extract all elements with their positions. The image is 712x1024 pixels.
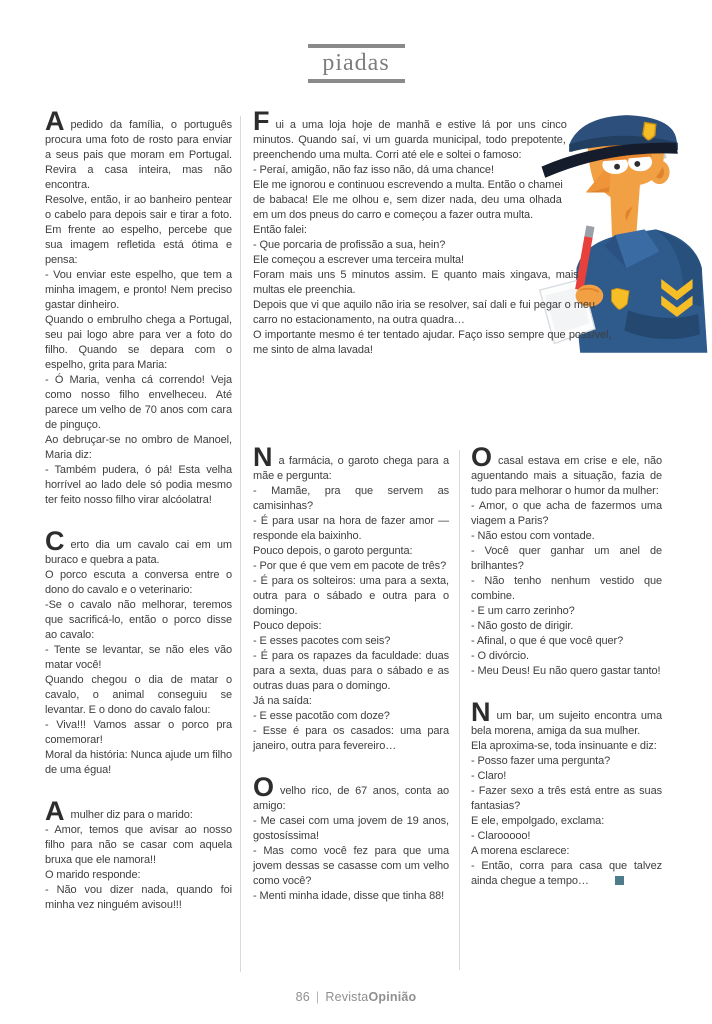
joke-paragraph: - Tente se levantar, se não eles vão matar você! [45, 644, 232, 671]
joke-paragraph: Pouco depois: [253, 620, 322, 632]
joke-initial: N [471, 697, 491, 727]
joke-lead-text: casal estava em crise e ele, não aguentando mais a situação, fazia de tudo para melhorar o humor da mulher: [471, 455, 662, 497]
column-left [45, 106, 232, 913]
joke-paragraph: - Ó Maria, venha cá correndo! Veja como nosso filho envelheceu. Até parece um velho de 70 anos com cara de pinguço. [45, 374, 232, 431]
joke-initial: C [45, 526, 65, 556]
joke-paragraphs [45, 568, 232, 778]
joke-initial: A [45, 796, 65, 826]
joke-paragraph: Pouco depois, o garoto pergunta: [253, 545, 413, 557]
joke-paragraph: - Não vou dizer nada, quando foi minha vez ninguém avisou!!! [45, 884, 232, 911]
joke-paragraph: Ela aproxima-se, toda insinuante e diz: [471, 740, 657, 752]
joke-paragraphs [471, 499, 662, 679]
page-footer [0, 990, 712, 1004]
joke-paragraph: - Então, corra para casa que talvez ainda chegue a tempo… [471, 860, 662, 887]
joke-paragraph: - Mas como você fez para que uma jovem dessas se casasse com um velho como você? [253, 845, 449, 887]
joke-paragraph: Moral da história: Nunca ajude um filho de uma égua! [45, 749, 232, 776]
joke-paragraph: - Claro! [471, 770, 507, 782]
joke-paragraph: - Não estou com vontade. [471, 530, 595, 542]
header-rule-bottom [308, 79, 405, 83]
joke-lead-text: pedido da família, o português procura uma foto de rosto para enviar a seus pais que moram em Portugal. Revira a casa inteira, mas não encontra. [45, 119, 232, 191]
column-divider-left [240, 116, 241, 972]
joke-pharmacy [253, 442, 449, 754]
joke-paragraph: - Me casei com uma jovem de 19 anos, gostosíssima! [253, 815, 449, 842]
joke-rich-old-man [253, 772, 449, 904]
joke-paragraph: - Mamãe, pra que servem as camisinhas? [253, 485, 449, 512]
joke-paragraph: Foram mais uns 5 minutos assim. E quanto mais xingava, mais multas ele preenchia. [253, 269, 579, 296]
joke-paragraph: - E um carro zerinho? [471, 605, 575, 617]
header-rule-top [308, 44, 405, 48]
joke-paragraph: - Amor, temos que avisar ao nosso filho para não se casar com aquela bruxa que ele namora!! [45, 824, 232, 866]
joke-initial: F [253, 106, 270, 136]
joke-paragraph: Ao debruçar-se no ombro de Manoel, Maria diz: [45, 434, 232, 461]
joke-paragraph: Depois que vi que aquilo não iria se resolver, saí dali e fui pegar o meu carro no estacionamento, na outra quadra… [253, 299, 595, 326]
joke-paragraph: - Não gosto de dirigir. [471, 620, 574, 632]
joke-paragraph: - Você quer ganhar um anel de brilhantes? [471, 545, 662, 572]
joke-initial: A [45, 106, 65, 136]
joke-paragraph: -Se o cavalo não melhorar, teremos que sacrificá-lo, então o porco disse ao cavalo: [45, 599, 232, 641]
joke-initial: N [253, 442, 273, 472]
joke-lead-text: velho rico, de 67 anos, conta ao amigo: [253, 785, 449, 812]
joke-paragraph: Então falei: [253, 224, 307, 236]
feature-joke-block [253, 106, 665, 368]
joke-paragraph: - Posso fazer uma pergunta? [471, 755, 611, 767]
joke-paragraph: - Viva!!! Vamos assar o porco pra comemorar! [45, 719, 232, 746]
joke-paragraph: - Peraí, amigão, não faz isso não, dá uma chance! [253, 164, 494, 176]
joke-paragraphs [45, 193, 232, 508]
footer-separator: | [315, 990, 320, 1004]
joke-paragraph: O porco escuta a conversa entre o dono do cavalo e o veterinario: [45, 569, 232, 596]
joke-paragraphs [471, 739, 662, 889]
joke-mirror [45, 106, 232, 508]
joke-lead-text: mulher diz para o marido: [70, 809, 193, 821]
joke-paragraph: - Fazer sexo a três está entre as suas fantasias? [471, 785, 662, 812]
column-divider-right [459, 450, 460, 970]
joke-paragraph: - Menti minha idade, disse que tinha 88! [253, 890, 445, 902]
joke-paragraph: - É para os solteiros: uma para a sexta, outra para o sábado e outra para o domingo. [253, 575, 449, 617]
joke-initial: O [471, 442, 493, 472]
joke-couple-crisis [471, 442, 662, 679]
joke-paragraph: Quando chegou o dia de matar o cavalo, o animal conseguiu se levantar. E o dono do cavalo falou: [45, 674, 232, 716]
joke-initial: O [253, 772, 275, 802]
joke-paragraph: - É para os rapazes da faculdade: duas para a sexta, duas para o sábado e as outras duas para o domingo. [253, 650, 449, 692]
joke-paragraph: Ele começou a escrever uma terceira multa! [253, 254, 464, 266]
joke-paragraph: - Afinal, o que é que você quer? [471, 635, 624, 647]
joke-paragraph: - É para usar na hora de fazer amor — responde ela baixinho. [253, 515, 449, 542]
joke-paragraph: O importante mesmo é ter tentado ajudar. Faço isso sempre que possível, me sinto de alma lavada! [253, 329, 612, 356]
column-middle [253, 442, 449, 904]
joke-paragraph: - E esses pacotes com seis? [253, 635, 391, 647]
joke-bar-brunette [471, 697, 662, 889]
joke-paragraph: - Por que é que vem em pacote de três? [253, 560, 447, 572]
joke-paragraph: - Esse é para os casados: uma para janeiro, outra para fevereiro… [253, 725, 449, 752]
column-right [471, 442, 662, 889]
page-number: 86 [295, 990, 310, 1004]
joke-paragraph: E ele, empolgado, exclama: [471, 815, 605, 827]
joke-paragraph: - Meu Deus! Eu não quero gastar tanto! [471, 665, 661, 677]
joke-paragraph: - Também pudera, ó pá! Esta velha horrível ao lado dele só podia mesmo ter feito nosso filho virar alcóolatra! [45, 464, 232, 506]
joke-bride [45, 796, 232, 913]
joke-paragraph: - Não tenho nenhum vestido que combine. [471, 575, 662, 602]
joke-paragraph: A morena esclarece: [471, 845, 570, 857]
joke-paragraph: - Clarooooo! [471, 830, 531, 842]
joke-paragraph: O marido responde: [45, 869, 141, 881]
page-header [0, 44, 712, 83]
joke-paragraphs [253, 814, 449, 904]
joke-paragraph: Resolve, então, ir ao banheiro pentear o cabelo para depois sair e tirar a foto. Em frente ao espelho, percebe que sua imagem refletida está ótima e pensa: [45, 194, 232, 266]
joke-horse [45, 526, 232, 778]
joke-paragraph: - O divórcio. [471, 650, 529, 662]
brand-name-bold: Opinião [368, 990, 417, 1004]
joke-lead-text: a farmácia, o garoto chega para a mãe e pergunta: [253, 455, 449, 482]
page-title: piadas [322, 50, 390, 76]
joke-paragraph: Ele me ignorou e continuou escrevendo a multa. Então o chamei de babaca! Ele me olhou e, sem dizer nada, deu uma olhada em um dos pneus do carro e começou a fazer outra multa. [253, 179, 563, 221]
joke-paragraph: Quando o embrulho chega a Portugal, seu pai logo abre para ver a foto do filho. Quando se depara com o espelho, grita para Maria: [45, 314, 232, 371]
joke-paragraph: - Amor, o que acha de fazermos uma viagem a Paris? [471, 500, 662, 527]
joke-paragraph: Já na saída: [253, 695, 312, 707]
joke-lead-text: um bar, um sujeito encontra uma bela morena, amiga da sua mulher. [471, 710, 662, 737]
joke-paragraphs [253, 484, 449, 754]
brand-name-regular: Revista [325, 990, 369, 1004]
joke-paragraph: - Que porcaria de profissão a sua, hein? [253, 239, 446, 251]
joke-paragraph: - E esse pacotão com doze? [253, 710, 390, 722]
joke-paragraph: - Vou enviar este espelho, que tem a minha imagem, e pronto! Nem preciso gastar dinheiro. [45, 269, 232, 311]
joke-lead-text: erto dia um cavalo cai em um buraco e quebra a pata. [45, 539, 232, 566]
joke-paragraphs [45, 823, 232, 913]
joke-lead-text: ui a uma loja hoje de manhã e estive lá por uns cinco minutos. Quando saí, vi um guarda municipal, todo prepotente, preenchendo uma multa. Corri até ele e soltei o famoso: [253, 119, 567, 161]
